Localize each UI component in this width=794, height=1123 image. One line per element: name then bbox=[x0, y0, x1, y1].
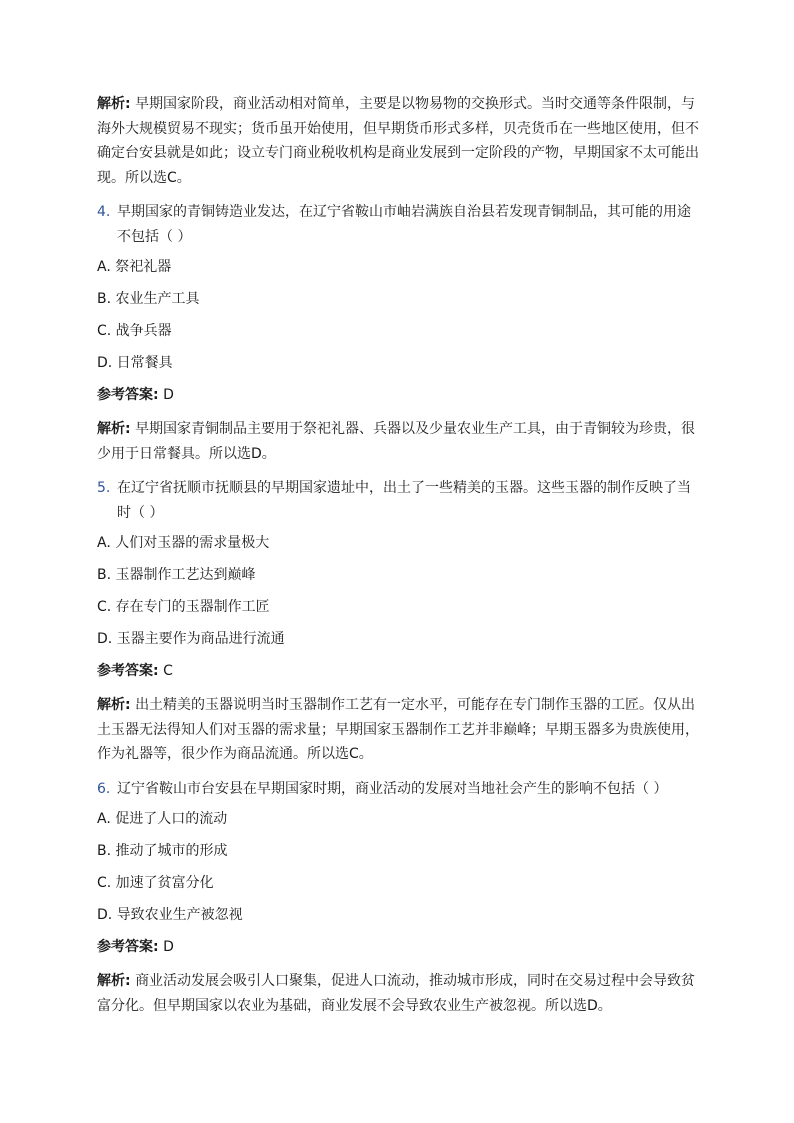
option-d: D. 日常餐具 bbox=[97, 355, 173, 371]
answer-value: D bbox=[163, 939, 174, 955]
question-text: 在辽宁省抚顺市抚顺县的早期国家遗址中，出土了一些精美的玉器。这些玉器的制作反映了当时（ ） bbox=[117, 480, 691, 521]
answer-label: 参考答案: bbox=[97, 387, 159, 403]
option-d: D. 导致农业生产被忽视 bbox=[97, 907, 243, 923]
analysis-text: 早期国家青铜制品主要用于祭祀礼器、兵器以及少量农业生产工具，由于青铜较为珍贵，很少用于日常餐具。所以选D。 bbox=[97, 421, 696, 462]
answer-value: D bbox=[163, 387, 174, 403]
answer-line bbox=[97, 937, 703, 957]
question-block bbox=[97, 777, 703, 1019]
question-number: 5. bbox=[97, 480, 111, 496]
question-text: 早期国家的青铜铸造业发达，在辽宁省鞍山市岫岩满族自治县若发现青铜制品，其可能的用途不包括（ ） bbox=[117, 204, 691, 245]
answer-line bbox=[97, 661, 703, 681]
option-c: C. 战争兵器 bbox=[97, 323, 172, 339]
analysis-label: 解析: bbox=[97, 421, 131, 437]
analysis-text: 出土精美的玉器说明当时玉器制作工艺有一定水平，可能存在专门制作玉器的工匠。仅从出土玉器无法得知人们对玉器的需求量；早期国家玉器制作工艺并非巅峰；早期玉器多为贵族使用，作为礼器等，很少作为商品流通。所以选C。 bbox=[97, 697, 699, 762]
question-stem bbox=[97, 777, 703, 802]
analysis bbox=[97, 969, 703, 1018]
analysis-label: 解析: bbox=[97, 96, 131, 112]
option-c: C. 加速了贫富分化 bbox=[97, 875, 214, 891]
answer-label: 参考答案: bbox=[97, 939, 159, 955]
analysis bbox=[97, 693, 703, 767]
analysis-text: 早期国家阶段，商业活动相对简单，主要是以物易物的交换形式。当时交通等条件限制，与海外大规模贸易不现实；货币虽开始使用，但早期货币形式多样，贝壳货币在一些地区使用，但不确定台安县就是如此；设立专门商业税收机构是商业发展到一定阶段的产物，早期国家不太可能出现。所以选C。 bbox=[97, 96, 699, 186]
option-b: B. 推动了城市的形成 bbox=[97, 843, 228, 859]
question-block bbox=[97, 200, 703, 466]
option-b: B. 农业生产工具 bbox=[97, 291, 200, 307]
answer-line bbox=[97, 385, 703, 405]
option-b: B. 玉器制作工艺达到巅峰 bbox=[97, 567, 256, 583]
question-stem bbox=[97, 476, 703, 525]
analysis bbox=[97, 417, 703, 466]
question-stem bbox=[97, 200, 703, 249]
option-a: A. 人们对玉器的需求量极大 bbox=[97, 535, 270, 551]
document-page bbox=[97, 92, 703, 1028]
question-number: 6. bbox=[97, 780, 111, 797]
analysis-label: 解析: bbox=[97, 973, 131, 989]
question-text: 辽宁省鞍山市台安县在早期国家时期，商业活动的发展对当地社会产生的影响不包括（ ） bbox=[117, 780, 668, 797]
answer-label: 参考答案: bbox=[97, 663, 159, 679]
answer-value: C bbox=[163, 663, 173, 679]
analysis-label: 解析: bbox=[97, 697, 131, 713]
question-number: 4. bbox=[97, 204, 111, 220]
option-a: A. 祭祀礼器 bbox=[97, 259, 172, 275]
option-d: D. 玉器主要作为商品进行流通 bbox=[97, 631, 285, 647]
option-a: A. 促进了人口的流动 bbox=[97, 811, 228, 827]
question-block bbox=[97, 476, 703, 767]
intro-analysis bbox=[97, 92, 703, 190]
option-c: C. 存在专门的玉器制作工匠 bbox=[97, 599, 270, 615]
analysis-text: 商业活动发展会吸引人口聚集，促进人口流动，推动城市形成，同时在交易过程中会导致贫富分化。但早期国家以农业为基础，商业发展不会导致农业生产被忽视。所以选D。 bbox=[97, 973, 696, 1014]
